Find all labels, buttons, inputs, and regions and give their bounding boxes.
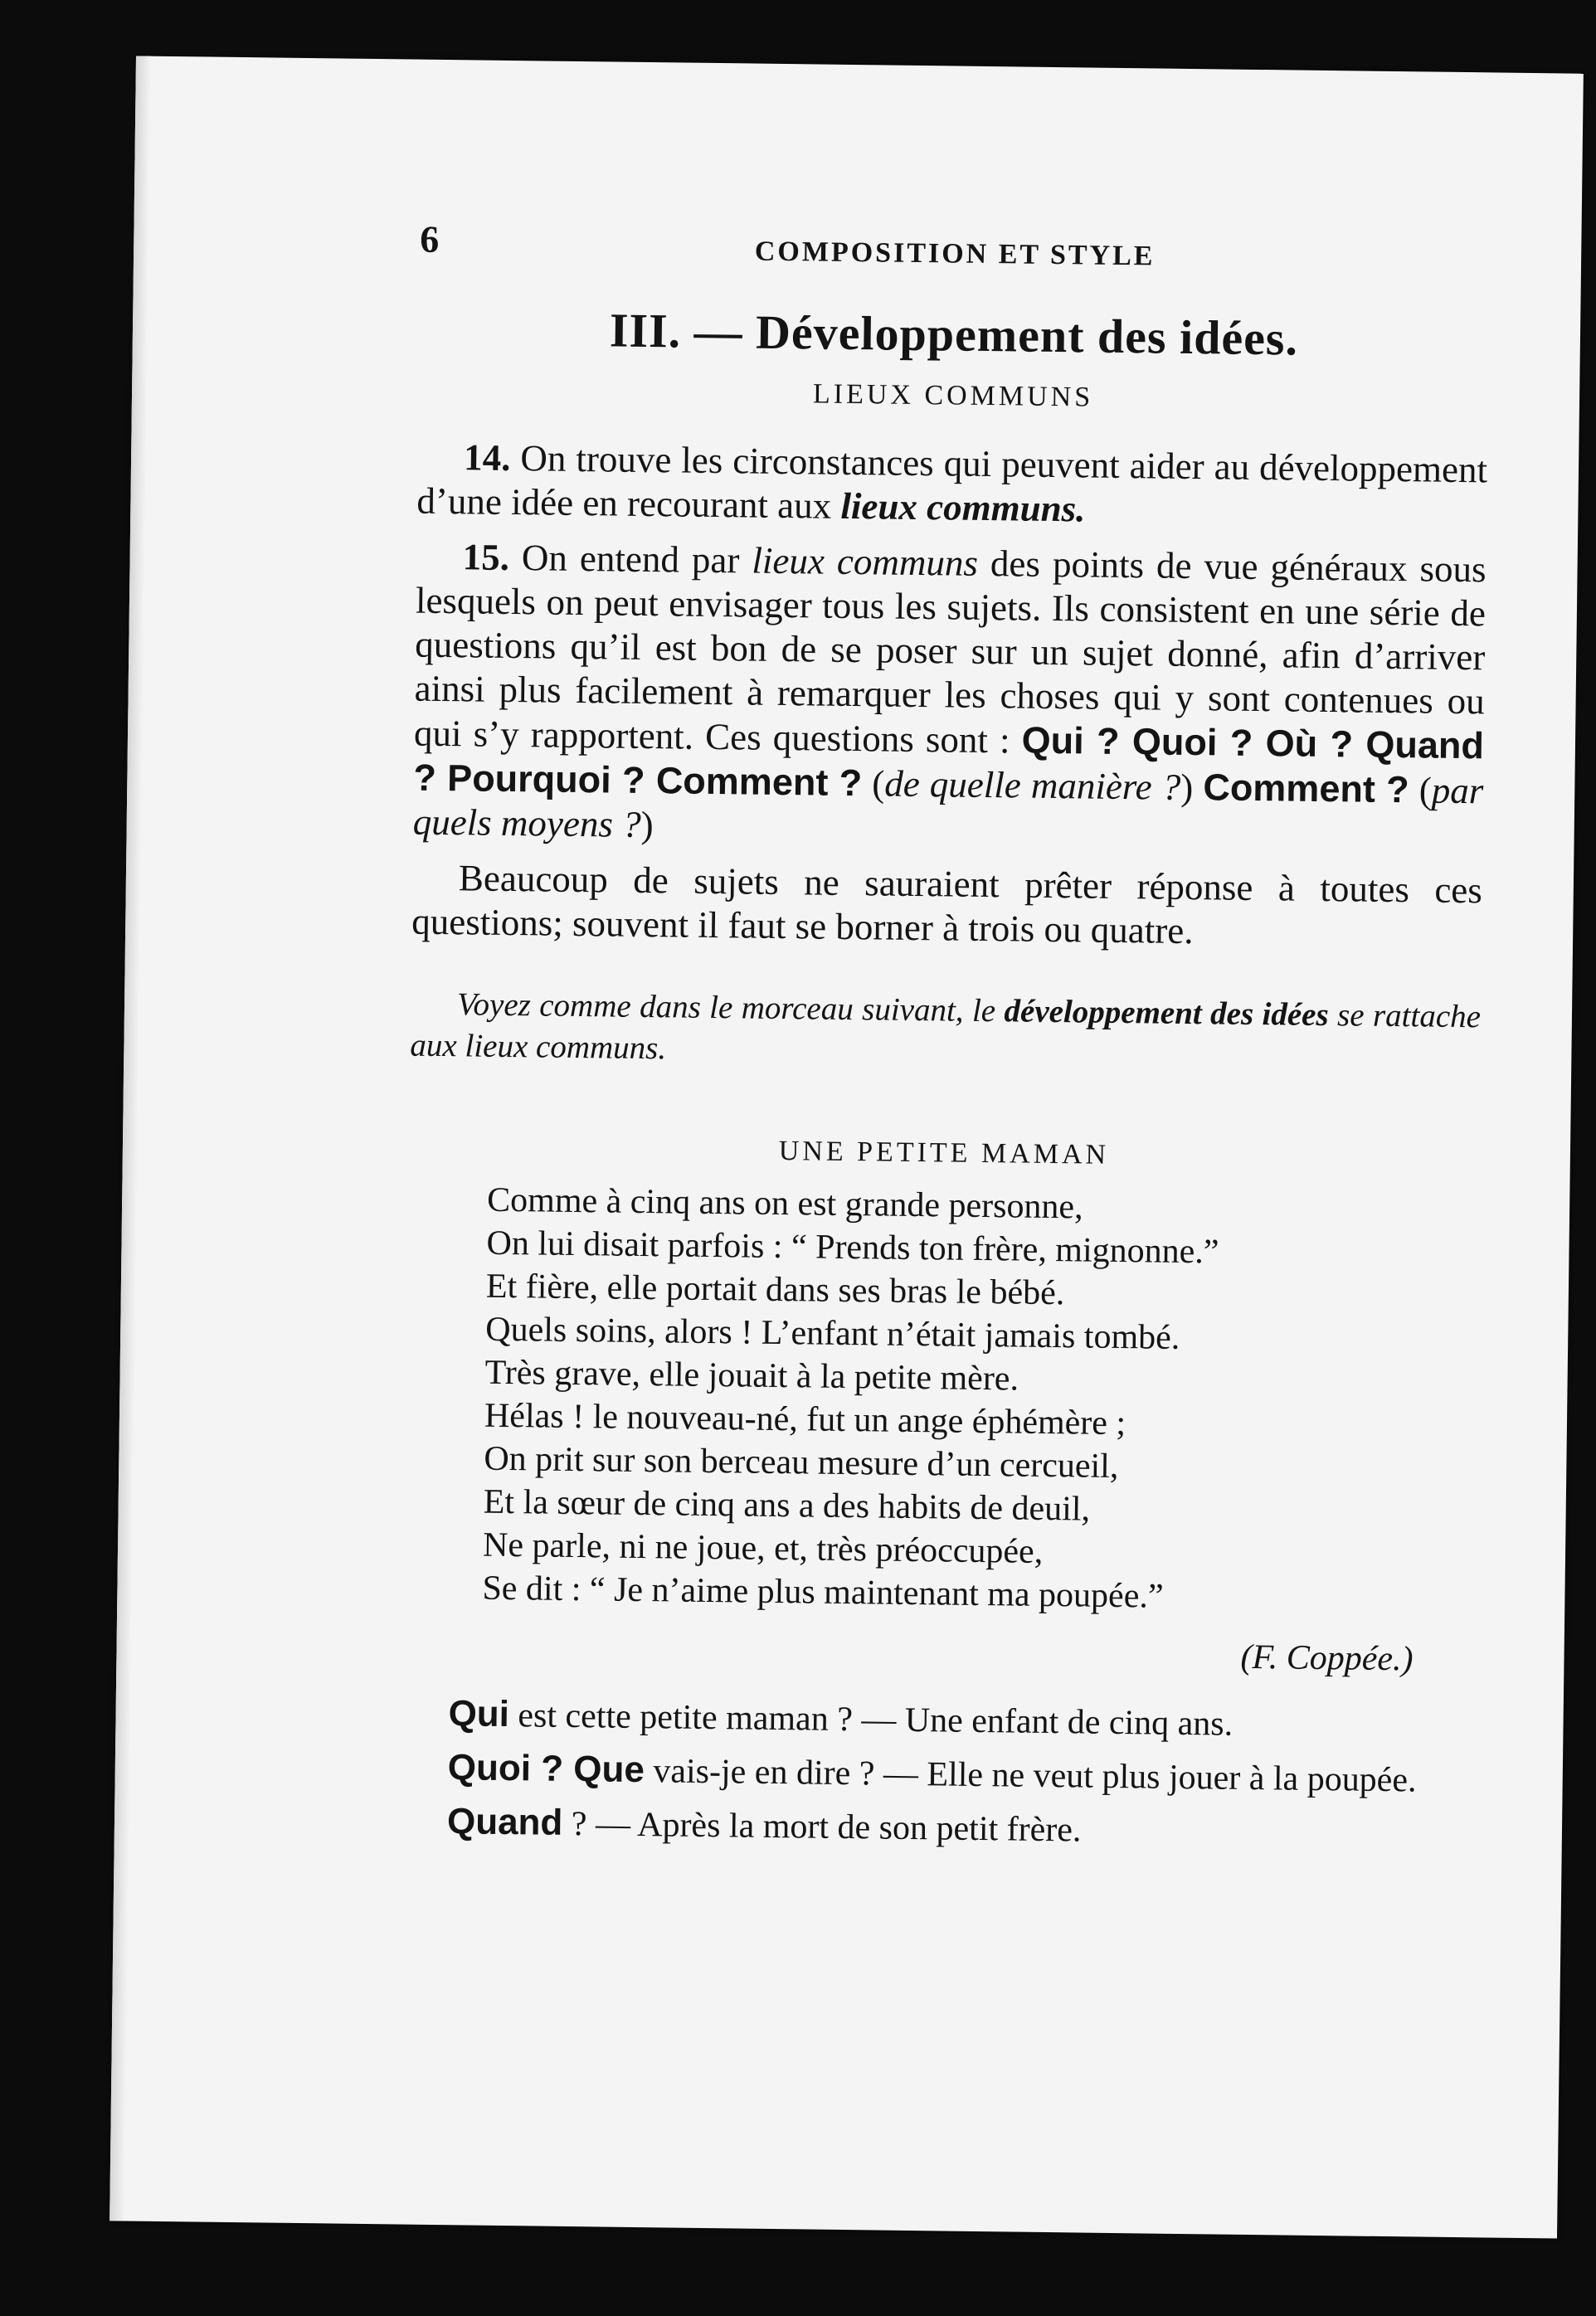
poem-title: UNE PETITE MAMAN [778,1136,1110,1170]
poem-line: Se dit : “ Je n’aime plus maintenant ma poupée.” [482,1569,1164,1616]
page-content [401,209,1491,1859]
section-title: III. — Développement des idées. [609,303,1299,366]
qa-item [401,1744,1472,1805]
qa-question-word: Quand [446,1801,563,1843]
qa-answer: est cette petite maman ? — Une enfant de cinq ans. [508,1696,1233,1744]
qa-item [401,1691,1472,1751]
paragraph-text: ( [1409,769,1433,811]
poem-line: On lui disait parfois : “ Prends ton frère, mignonne.” [486,1224,1219,1272]
paragraph-text: ) [640,803,654,846]
qa-question-word: Qui [448,1693,510,1735]
poem-line: Ne parle, ni ne joue, et, très préoccupée, [482,1525,1044,1571]
qa-item [401,1798,1472,1858]
poem-line: On prit sur son berceau mesure d’un cercueil, [484,1439,1119,1486]
paragraph-text: ) [1180,766,1204,809]
emphasis-text: par quels moyens ? [412,769,1484,845]
question-words: Comment ? [1203,766,1410,811]
section-subtitle: LIEUX COMMUNS [812,378,1094,413]
page-number: 6 [420,217,440,260]
qa-question-word: Quoi ? Que [447,1747,645,1791]
paragraph-beaucoup: Beaucoup de sujets ne sauraient prêter réponse à toutes ces questions; souvent il faut se borner à trois ou quatre. [411,857,1483,952]
book-page [109,56,1584,2238]
instruction-note [410,984,1481,1080]
paragraph-text: On entend par [508,536,752,581]
paragraph-text: On trouve les circonstances qui peuvent aider au développement d’une idée en recourant aux [416,436,1488,527]
poem-line: Comme à cinq ans on est grande personne, [486,1180,1083,1227]
paragraph-text: ( [861,762,885,805]
poem-attribution: (F. Coppée.) [1240,1637,1414,1679]
emphasis-text: de quelle manière ? [883,762,1181,808]
question-words: Qui ? Quoi ? Où ? Quand ? Pourquoi ? Comment ? [413,718,1485,805]
running-head [420,209,1491,280]
qa-answer: ? — Après la mort de son petit frère. [562,1804,1082,1850]
paragraph-number: 15. [462,536,510,578]
emphasis-text: lieux communs [752,539,979,584]
poem-line: Très grave, elle jouait à la petite mère. [484,1353,1019,1399]
poem-line: Et fière, elle portait dans ses bras le bébé. [485,1267,1065,1313]
running-title: COMPOSITION ET STYLE [754,236,1156,272]
poem [482,1179,1478,1623]
paragraph-15 [412,535,1486,858]
qa-answer: vais-je en dire ? — Elle ne veut plus jouer à la poupée. [644,1752,1417,1800]
emphasis-text: lieux communs. [840,484,1086,530]
poem-line: Et la sœur de cinq ans a des habits de deuil, [483,1482,1091,1529]
note-emphasis: développement des idées [1004,993,1329,1034]
poem-line: Hélas ! le nouveau-né, fut un ange éphémère ; [484,1396,1126,1443]
paragraph-14 [416,435,1487,537]
paragraph-text: des points de vue généraux sous lesquels on peut envisager tous les sujets. Ils consistent en une série de questions qu’il est bon de se poser sur un sujet donné, afin d’arriver ainsi plus facilement à remarquer les choses qui y sont contenues ou qui s’y rapportent. Ces questions sont : [413,542,1487,761]
note-text: se rattache aux lieux communs. [410,997,1482,1067]
paragraph-number: 14. [463,436,511,479]
poem-line: Quels soins, alors ! L’enfant n’était jamais tombé. [485,1310,1180,1357]
note-text: Voyez comme dans le morceau suivant, le [456,986,1005,1029]
